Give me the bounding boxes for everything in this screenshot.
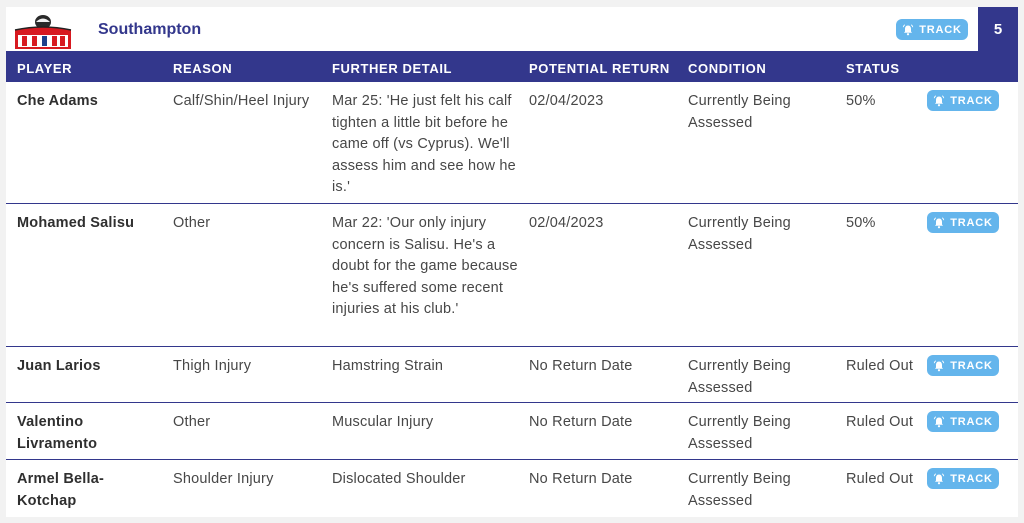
alarm-bell-icon	[902, 24, 914, 36]
condition: Currently Being Assessed	[688, 358, 791, 396]
alarm-bell-icon	[933, 95, 945, 107]
further-detail: Mar 25: 'He just felt his calf tighten a little bit before he came off (vs Cyprus). We'll assess him and see how he is.'	[332, 93, 516, 195]
status: Ruled Out	[846, 471, 914, 487]
count-badge: 5	[978, 7, 1018, 51]
table-row	[6, 403, 1018, 460]
injury-reason: Shoulder Injury	[173, 471, 274, 487]
potential-return: No Return Date	[529, 358, 633, 374]
team-name: Southampton	[98, 21, 202, 38]
condition: Currently Being Assessed	[688, 414, 791, 452]
track-button[interactable]	[927, 468, 999, 489]
track-label: TRACK	[919, 23, 962, 36]
status: 50%	[846, 215, 876, 231]
track-label: TRACK	[950, 94, 993, 107]
track-label: TRACK	[950, 415, 993, 428]
injury-reason: Other	[173, 215, 211, 231]
player-name: Che Adams	[17, 93, 99, 109]
table-row	[6, 204, 1018, 347]
track-button[interactable]	[927, 212, 999, 233]
status: Ruled Out	[846, 414, 914, 430]
injury-reason: Thigh Injury	[173, 358, 252, 374]
injury-card	[6, 7, 1018, 517]
column-header-detail: FURTHER DETAIL	[332, 61, 453, 76]
alarm-bell-icon	[933, 217, 945, 229]
potential-return: 02/04/2023	[529, 93, 604, 109]
further-detail: Dislocated Shoulder	[332, 471, 466, 487]
team-header	[6, 7, 1018, 51]
condition: Currently Being Assessed	[688, 215, 791, 253]
status: Ruled Out	[846, 358, 914, 374]
injury-reason: Other	[173, 414, 211, 430]
track-label: TRACK	[950, 216, 993, 229]
player-name: Juan Larios	[17, 358, 101, 374]
potential-return: No Return Date	[529, 471, 633, 487]
player-name: Mohamed Salisu	[17, 215, 135, 231]
further-detail: Muscular Injury	[332, 414, 434, 430]
player-name: Valentino Livramento	[17, 414, 98, 452]
potential-return: No Return Date	[529, 414, 633, 430]
team-track-button[interactable]	[896, 19, 968, 40]
column-header-condition: CONDITION	[688, 61, 767, 76]
alarm-bell-icon	[933, 473, 945, 485]
table-row	[6, 460, 1018, 517]
track-button[interactable]	[927, 411, 999, 432]
column-header-player: PLAYER	[17, 61, 73, 76]
track-button[interactable]	[927, 355, 999, 376]
condition: Currently Being Assessed	[688, 93, 791, 131]
table-row	[6, 82, 1018, 204]
alarm-bell-icon	[933, 360, 945, 372]
condition: Currently Being Assessed	[688, 471, 791, 509]
player-name: Armel Bella-Kotchap	[17, 471, 105, 509]
further-detail: Mar 22: 'Our only injury concern is Salisu. He's a doubt for the game because he's suffered some recent injuries at his club.'	[332, 215, 518, 317]
status: 50%	[846, 93, 876, 109]
table-header	[6, 51, 1018, 82]
alarm-bell-icon	[933, 416, 945, 428]
column-header-status: STATUS	[846, 61, 900, 76]
column-header-return: POTENTIAL RETURN	[529, 61, 670, 76]
track-label: TRACK	[950, 359, 993, 372]
track-label: TRACK	[950, 472, 993, 485]
column-header-reason: REASON	[173, 61, 233, 76]
further-detail: Hamstring Strain	[332, 358, 444, 374]
track-button[interactable]	[927, 90, 999, 111]
potential-return: 02/04/2023	[529, 215, 604, 231]
injury-reason: Calf/Shin/Heel Injury	[173, 93, 310, 109]
table-row	[6, 347, 1018, 403]
club-crest-icon	[12, 13, 74, 51]
